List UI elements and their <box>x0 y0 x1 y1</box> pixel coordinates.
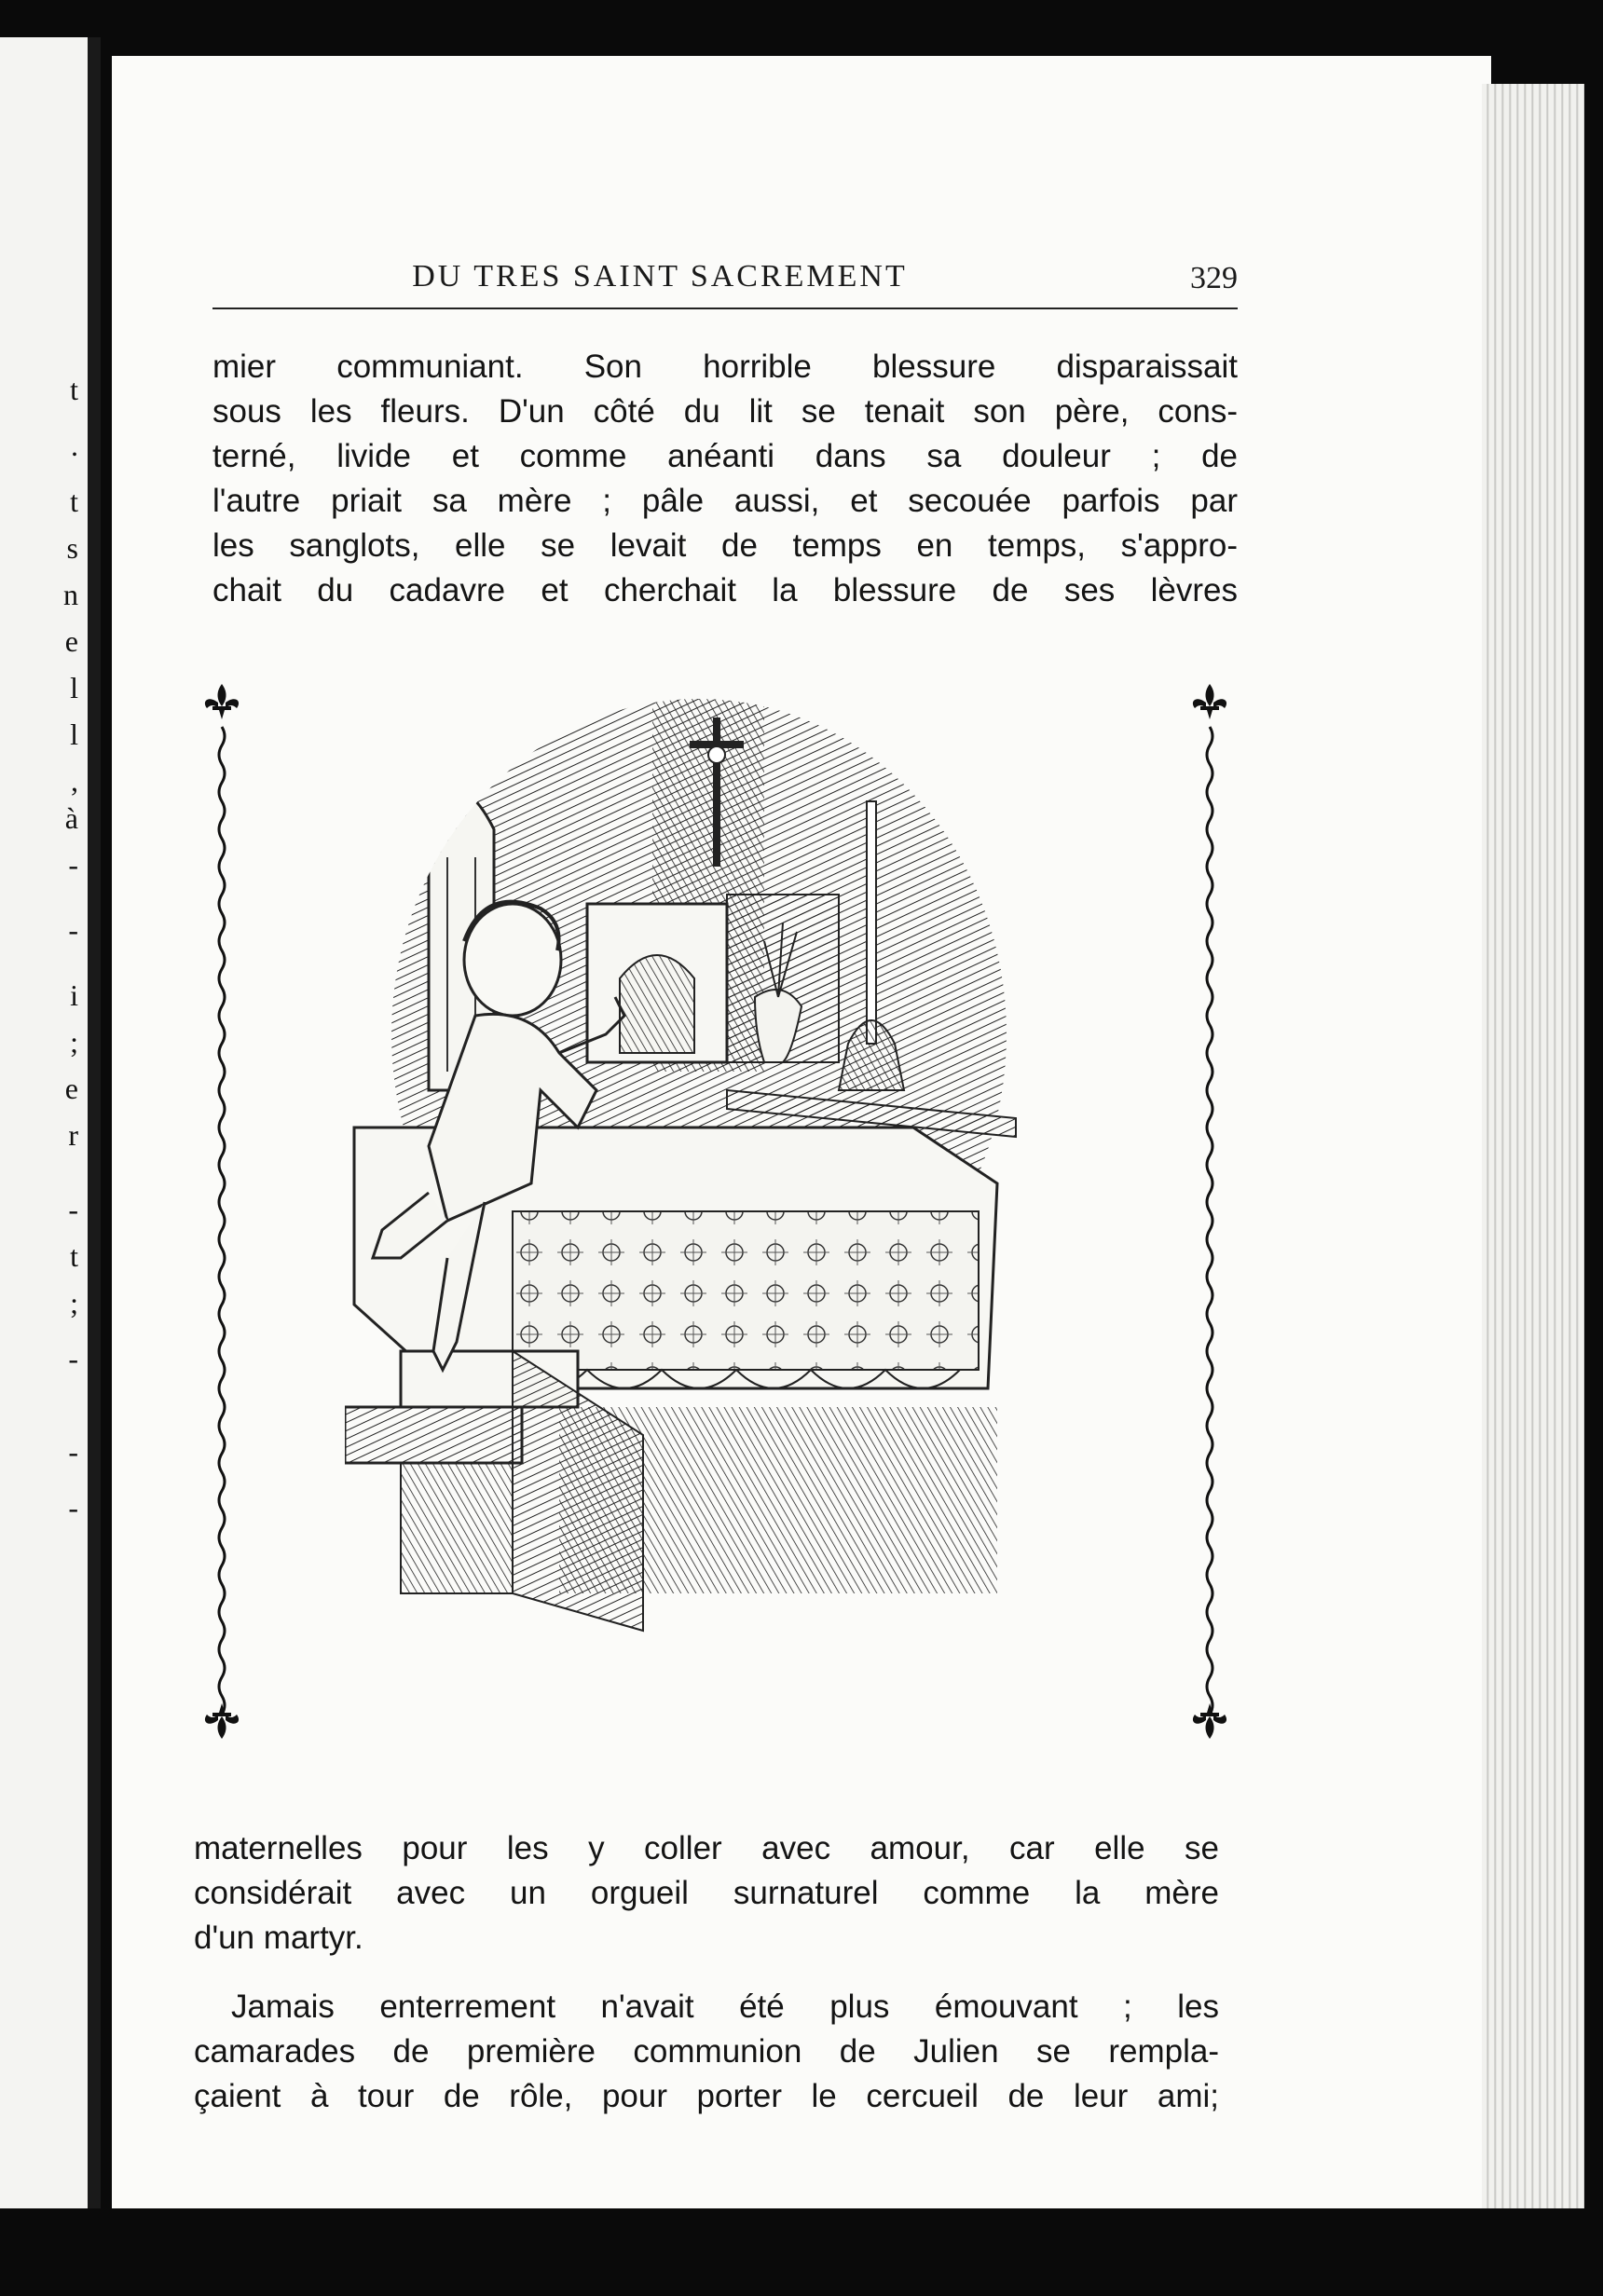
text-line: mier communiant. Son horrible blessure disparaissait <box>212 348 1238 385</box>
running-head <box>212 252 1238 309</box>
page-number: 329 <box>1190 261 1238 295</box>
engraving-child-at-altar <box>345 699 1072 1733</box>
left-page-letter: l <box>70 718 78 751</box>
wavy-border-line <box>219 727 225 1715</box>
left-page-letter: e <box>64 1072 78 1105</box>
left-page-letter: - <box>68 848 78 882</box>
left-page-letter: l <box>70 671 78 704</box>
left-page-letter: t <box>70 373 78 406</box>
left-page-letter: i <box>70 978 78 1012</box>
text-line: Jamais enterrement n'avait été plus émouvant ; les <box>231 1988 1219 2025</box>
left-page-letter: - <box>68 1435 78 1469</box>
left-page-letter: e <box>64 624 78 658</box>
paragraph-middle <box>194 1826 1219 1961</box>
left-page-letter: t <box>70 485 78 518</box>
left-page-letter: - <box>68 1342 78 1375</box>
left-page-letter: r <box>68 1118 78 1152</box>
fleur-de-lis-icon <box>1193 1703 1226 1739</box>
text-line: les sanglots, elle se levait de temps en temps, s'appro- <box>212 527 1238 564</box>
text-line: camarades de première communion de Julien se rempla- <box>194 2033 1219 2070</box>
paragraph-bottom <box>194 1985 1219 2119</box>
wavy-border-line <box>1207 727 1213 1715</box>
book-gutter <box>88 37 101 2208</box>
text-line: sous les fleurs. D'un côté du lit se tenait son père, cons- <box>212 393 1238 430</box>
left-page-letter: à <box>64 801 78 835</box>
fleur-de-lis-icon <box>205 1703 239 1739</box>
running-title: DU TRES SAINT SACREMENT <box>412 259 908 294</box>
left-page-edge <box>0 37 101 2208</box>
text-line: considérait avec un orgueil surnaturel comme la mère <box>194 1875 1219 1911</box>
left-page-letter: ; <box>70 1286 78 1319</box>
text-line: maternelles pour les y coller avec amour, car elle se <box>194 1830 1219 1866</box>
left-page-letter: ; <box>70 1025 78 1059</box>
tabernacle <box>587 895 839 1062</box>
left-page-letter: - <box>68 1193 78 1226</box>
text-line: terné, livide et comme anéanti dans sa douleur ; de <box>212 438 1238 474</box>
left-page-letter: - <box>68 1491 78 1524</box>
left-page-letter: , <box>71 764 78 798</box>
text-line: l'autre priait sa mère ; pâle aussi, et secouée parfois par <box>212 483 1238 519</box>
page-edges <box>1482 84 1584 2208</box>
fleur-de-lis-icon <box>1193 684 1226 719</box>
left-page-letter: s <box>66 531 78 565</box>
left-page-letter: n <box>63 578 78 611</box>
left-page-letter: - <box>68 913 78 947</box>
text-line: çaient à tour de rôle, pour porter le cercueil de leur ami; <box>194 2078 1219 2114</box>
fleur-de-lis-icon <box>205 684 239 719</box>
altar-steps <box>345 1351 643 1631</box>
ornamental-frame-left <box>194 680 250 1742</box>
ornamental-frame-right <box>1182 680 1238 1742</box>
left-page-letter: . <box>71 429 78 462</box>
left-page-fragments <box>0 37 84 2208</box>
text-line: chait du cadavre et cherchait la blessure de ses lèvres <box>212 572 1238 608</box>
text-line: d'un martyr. <box>194 1920 363 1956</box>
paragraph-top <box>212 345 1238 613</box>
left-page-letter: t <box>70 1239 78 1273</box>
